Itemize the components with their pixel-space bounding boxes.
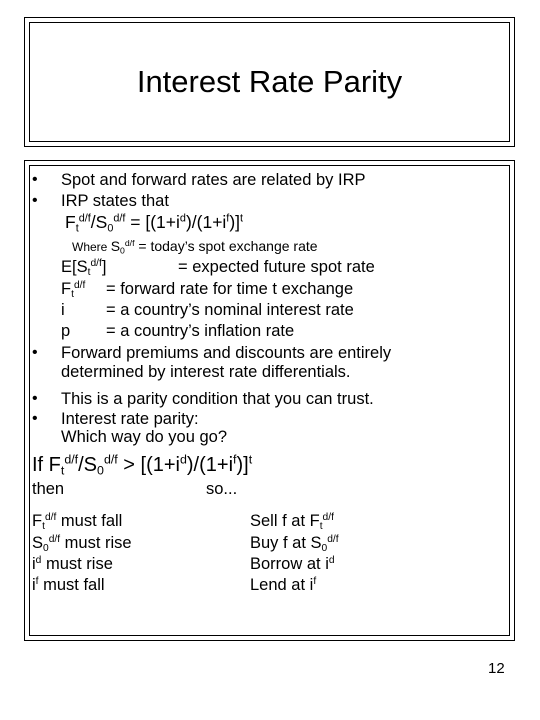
bullet-3-line-2: determined by interest rate differentials. [61, 363, 351, 381]
interest-rate-label: i [61, 301, 65, 319]
bullet-5-line-1: Interest rate parity: [61, 410, 199, 428]
forward-rate-label: $F_t^{d/f}$ [61, 279, 86, 301]
interest-rate-definition: = a country’s nominal interest rate [106, 301, 354, 319]
title-frame [24, 17, 515, 147]
title-inner-frame [29, 22, 510, 142]
left-row-1: $F_t^{d/f}$ must fall [32, 511, 123, 533]
bullet-3-marker: • [32, 344, 38, 361]
parity-condition: If $F_t^{d/f}/S_0^{d/f} > [(1+i^d)/(1+i^f)]^t$ [32, 452, 253, 478]
so-label: so... [206, 480, 238, 498]
right-row-4: Lend at $i^f$ [250, 575, 317, 594]
bullet-2-text: IRP states that [61, 192, 169, 210]
forward-rate-definition: = forward rate for time t exchange [106, 280, 354, 298]
right-row-2: Buy f at $S_0^{d/f}$ [250, 533, 339, 555]
bullet-4-text: This is a parity condition that you can trust. [61, 390, 374, 408]
left-row-3: $i^d$ must rise [32, 554, 113, 573]
right-row-1: Sell f at $F_t^{d/f}$ [250, 511, 334, 533]
left-row-2: $S_0^{d/f}$ must rise [32, 533, 132, 555]
irp-formula: $F_t^{d/f}/S_0^{d/f} = [(1+i^d)/(1+i^f)]^t$ [65, 212, 244, 235]
where-definition: Where $S_0^{d/f}$ = today’s spot exchange rate [72, 237, 318, 256]
bullet-1-marker: • [32, 171, 38, 188]
bullet-2-marker: • [32, 192, 38, 209]
right-row-3: Borrow at $i^d$ [250, 554, 335, 573]
inflation-rate-label: p [61, 322, 71, 340]
then-label: then [32, 480, 65, 498]
expected-spot-label: $E[S_t^{d/f}]$ [61, 257, 107, 279]
bullet-3-line-1: Forward premiums and discounts are entirely [61, 344, 392, 362]
bullet-4-marker: • [32, 390, 38, 407]
bullet-1-text: Spot and forward rates are related by IRP [61, 171, 366, 189]
page-number: 12 [488, 660, 505, 677]
slide-title: Interest Rate Parity [136, 64, 403, 99]
left-row-4: $i^f$ must fall [32, 575, 105, 594]
bullet-5-line-2: Which way do you go? [61, 428, 228, 446]
inflation-rate-definition: = a country’s inflation rate [106, 322, 295, 340]
bullet-5-marker: • [32, 410, 38, 427]
expected-spot-definition: = expected future spot rate [178, 258, 375, 276]
